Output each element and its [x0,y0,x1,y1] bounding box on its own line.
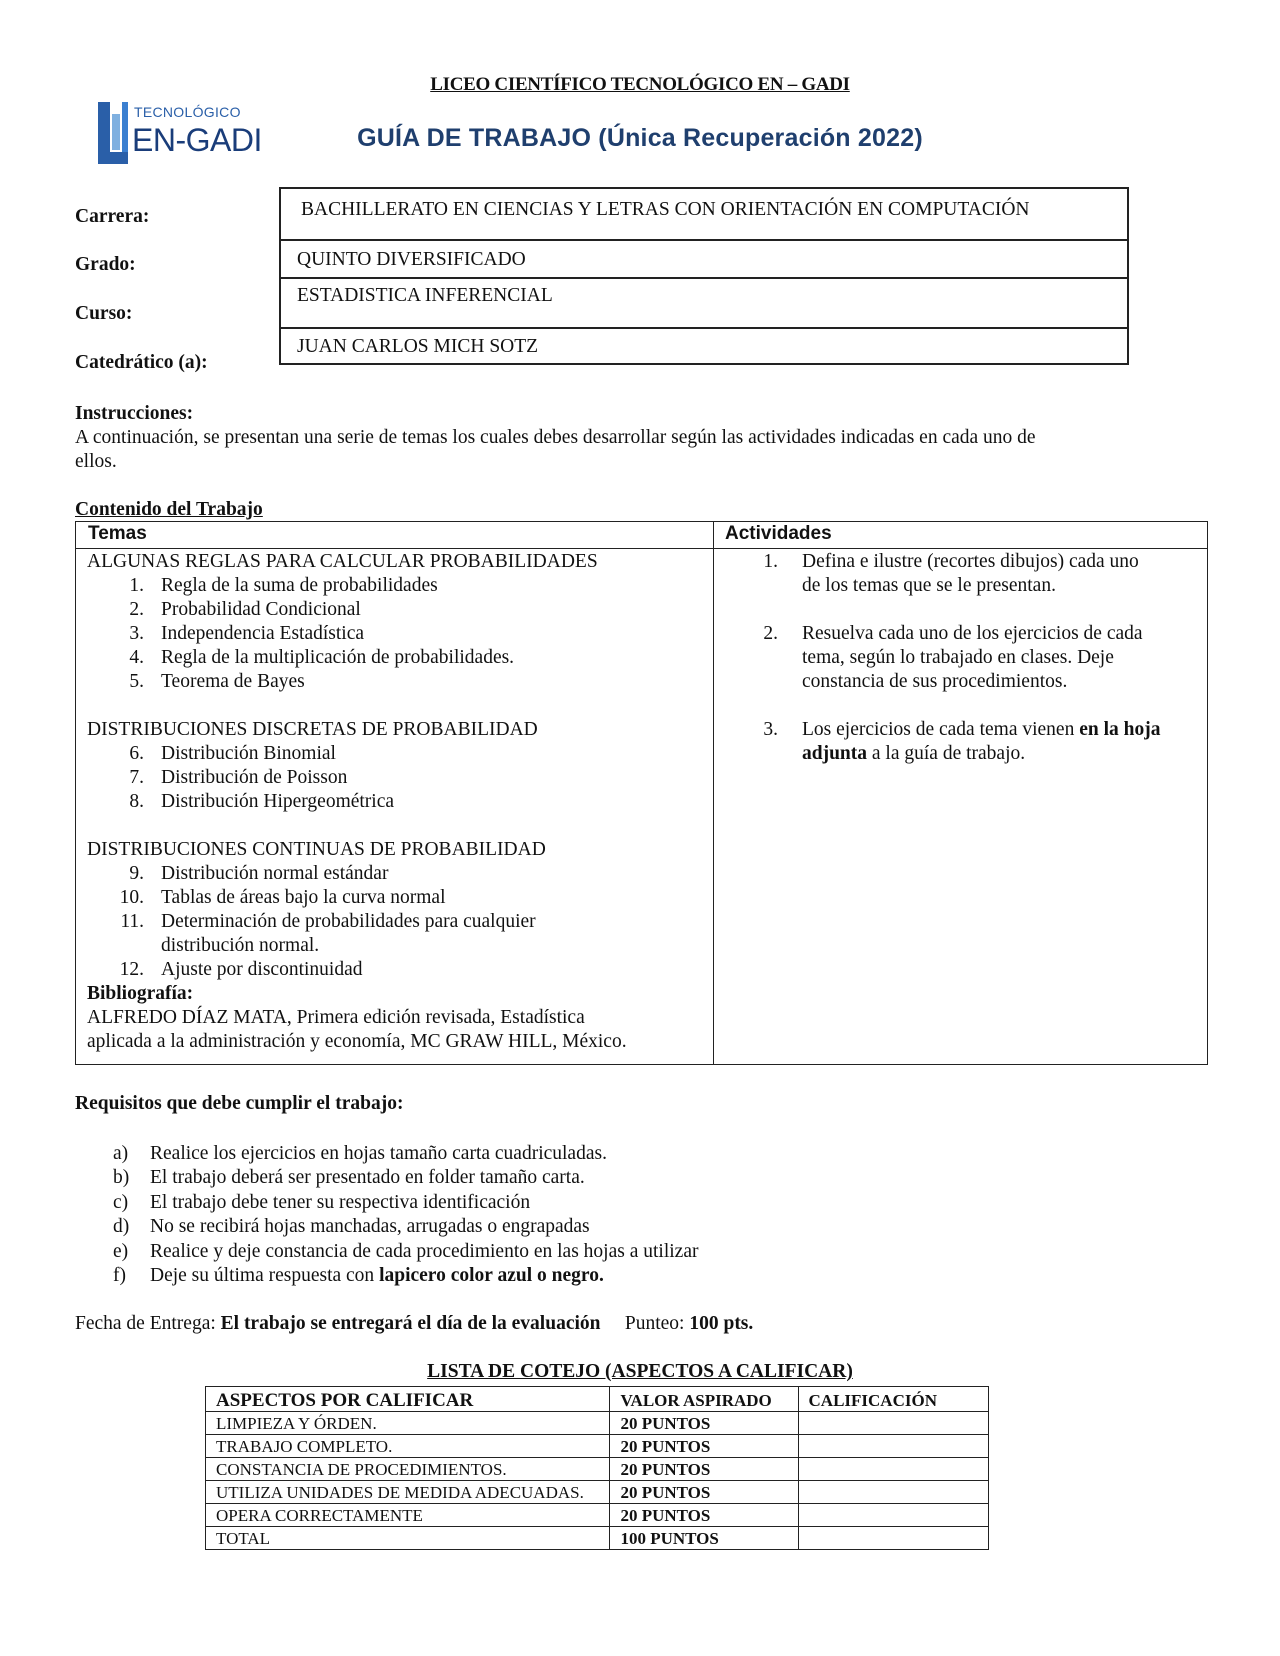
requirement-letter: f) [113,1265,126,1286]
checklist-grade [798,1435,988,1458]
activity-text: Resuelva cada uno de los ejercicios de cada [802,623,1143,644]
checklist-header: CALIFICACIÓN [798,1387,988,1412]
topic-number: 12. [119,959,144,980]
checklist-value: 20 PUNTOS [610,1504,798,1527]
topic-item: Distribución normal estándar [161,863,389,884]
content-table [75,521,1208,1065]
topic-item: Teorema de Bayes [161,671,305,692]
checklist-aspect: LIMPIEZA Y ÓRDEN. [206,1412,610,1435]
checklist-grade [798,1458,988,1481]
topic-number: 2. [129,599,144,620]
checklist-grade [798,1481,988,1504]
checklist-row [206,1412,989,1435]
bibliography-line: aplicada a la administración y economía, MC GRAW HILL, México. [87,1031,627,1052]
curso-value: ESTADISTICA INFERENCIAL [297,285,553,306]
activity-text: tema, según lo trabajado en clases. Deje [802,647,1114,668]
delivery-line [75,1312,753,1336]
checklist-header: VALOR ASPIRADO [610,1387,798,1412]
requirement-letter: c) [113,1192,129,1213]
section-title: DISTRIBUCIONES DISCRETAS DE PROBABILIDAD [87,719,538,740]
activity-text: de los temas que se le presentan. [802,575,1056,596]
topic-item: Determinación de probabilidades para cualquier [161,911,536,932]
activity-text-part: Los ejercicios de cada tema vienen [802,719,1075,740]
topic-number: 5. [129,671,144,692]
checklist-header: ASPECTOS POR CALIFICAR [206,1387,610,1412]
checklist-aspect: TOTAL [206,1527,610,1550]
topic-number: 10. [119,887,144,908]
requirement-letter: a) [113,1143,129,1164]
topic-number: 7. [129,767,144,788]
activity-text-part: a la guía de trabajo. [871,743,1026,764]
requirement-text: No se recibirá hojas manchadas, arrugadas o engrapadas [150,1216,590,1237]
topic-item: Tablas de áreas bajo la curva normal [161,887,446,908]
content-label: Contenido del Trabajo [75,499,263,520]
info-box [279,187,1129,365]
score-value: 100 pts. [689,1313,754,1334]
checklist-value: 20 PUNTOS [610,1412,798,1435]
instructions-line1: A continuación, se presentan una serie de temas los cuales debes desarrollar según las actividades indicadas en cada uno de [75,427,1036,448]
checklist-title: LISTA DE COTEJO (ASPECTOS A CALIFICAR) [427,1361,853,1382]
topic-number: 3. [129,623,144,644]
column-divider [713,522,714,1064]
activity-text [802,718,1160,742]
topic-item: Distribución Hipergeométrica [161,791,395,812]
topic-item-continued: distribución normal. [161,935,320,956]
topic-number: 4. [129,647,144,668]
topic-item: Ajuste por discontinuidad [161,959,363,980]
requirement-text-part: Deje su última respuesta con [150,1265,375,1286]
requirement-text: El trabajo debe tener su respectiva identificación [150,1192,531,1213]
checklist-value: 20 PUNTOS [610,1435,798,1458]
requirements-label: Requisitos que debe cumplir el trabajo: [75,1093,404,1114]
document-title: GUÍA DE TRABAJO (Única Recuperación 2022) [357,124,923,152]
grado-row [281,241,1127,279]
requirement-text: Realice y deje constancia de cada procedimiento en las hojas a utilizar [150,1241,699,1262]
checklist-grade [798,1527,988,1550]
curso-label: Curso: [75,303,133,324]
instructions-label: Instrucciones: [75,403,194,424]
topic-number: 11. [120,911,144,932]
activity-number: 2. [763,623,778,644]
bibliography-line: ALFREDO DÍAZ MATA, Primera edición revisada, Estadística [87,1007,585,1028]
checklist-row [206,1481,989,1504]
checklist-header-row [206,1387,989,1412]
checklist-row [206,1458,989,1481]
checklist-table [205,1386,989,1550]
requirement-letter: e) [113,1241,129,1262]
carrera-row [281,189,1127,241]
logo-text-top: TECNOLÓGICO [134,104,241,120]
catedratico-row [281,329,1127,365]
section-title: ALGUNAS REGLAS PARA CALCULAR PROBABILIDADES [87,551,598,572]
catedratico-value: JUAN CARLOS MICH SOTZ [297,336,539,357]
topic-number: 9. [129,863,144,884]
section-title: DISTRIBUCIONES CONTINUAS DE PROBABILIDAD [87,839,546,860]
bibliography-label: Bibliografía: [87,983,194,1004]
activity-number: 1. [763,551,778,572]
checklist-value: 20 PUNTOS [610,1481,798,1504]
topic-item: Regla de la multiplicación de probabilidades. [161,647,515,668]
activity-text-emphasis: en la hoja [1079,719,1161,740]
curso-row [281,279,1127,329]
delivery-value: El trabajo se entregará el día de la evaluación [220,1313,601,1334]
score-label: Punteo: [624,1313,685,1334]
requirement-text-emphasis: lapicero color azul o negro. [379,1265,604,1286]
requirement-letter: b) [113,1167,130,1188]
delivery-label: Fecha de Entrega: [75,1313,216,1334]
topic-item: Distribución Binomial [161,743,336,764]
checklist-row [206,1435,989,1458]
checklist-aspect: TRABAJO COMPLETO. [206,1435,610,1458]
topic-number: 1. [129,575,144,596]
grado-value: QUINTO DIVERSIFICADO [297,249,526,270]
topic-item: Regla de la suma de probabilidades [161,575,438,596]
requirement-text [150,1264,604,1288]
activity-text-emphasis: adjunta [802,743,868,764]
content-table-header [76,522,1207,549]
checklist-value: 20 PUNTOS [610,1458,798,1481]
carrera-label: Carrera: [75,206,150,227]
topic-item: Probabilidad Condicional [161,599,361,620]
col-temas-header: Temas [88,523,147,544]
catedratico-label: Catedrático (a): [75,352,208,373]
requirement-letter: d) [113,1216,130,1237]
checklist-aspect: CONSTANCIA DE PROCEDIMIENTOS. [206,1458,610,1481]
activity-number: 3. [763,719,778,740]
checklist-total-row [206,1527,989,1550]
carrera-value: BACHILLERATO EN CIENCIAS Y LETRAS CON ORIENTACIÓN EN COMPUTACIÓN [301,199,1030,220]
checklist-grade [798,1504,988,1527]
topic-item: Distribución de Poisson [161,767,348,788]
topic-item: Independencia Estadística [161,623,365,644]
checklist-grade [798,1412,988,1435]
logo-text-bottom: EN-GADI [132,122,262,158]
activity-text: constancia de sus procedimientos. [802,671,1068,692]
school-name: LICEO CIENTÍFICO TECNOLÓGICO EN – GADI [430,74,850,95]
checklist-aspect: OPERA CORRECTAMENTE [206,1504,610,1527]
grado-label: Grado: [75,254,136,275]
instructions-line2: ellos. [75,451,117,472]
topic-number: 6. [129,743,144,764]
requirement-text: Realice los ejercicios en hojas tamaño carta cuadriculadas. [150,1143,607,1164]
activity-text: Defina e ilustre (recortes dibujos) cada uno [802,551,1139,572]
checklist-aspect: UTILIZA UNIDADES DE MEDIDA ADECUADAS. [206,1481,610,1504]
checklist-row [206,1504,989,1527]
activity-text [802,742,1025,766]
requirement-text: El trabajo deberá ser presentado en folder tamaño carta. [150,1167,585,1188]
topic-number: 8. [129,791,144,812]
checklist-value: 100 PUNTOS [610,1527,798,1550]
col-actividades-header: Actividades [725,523,832,544]
